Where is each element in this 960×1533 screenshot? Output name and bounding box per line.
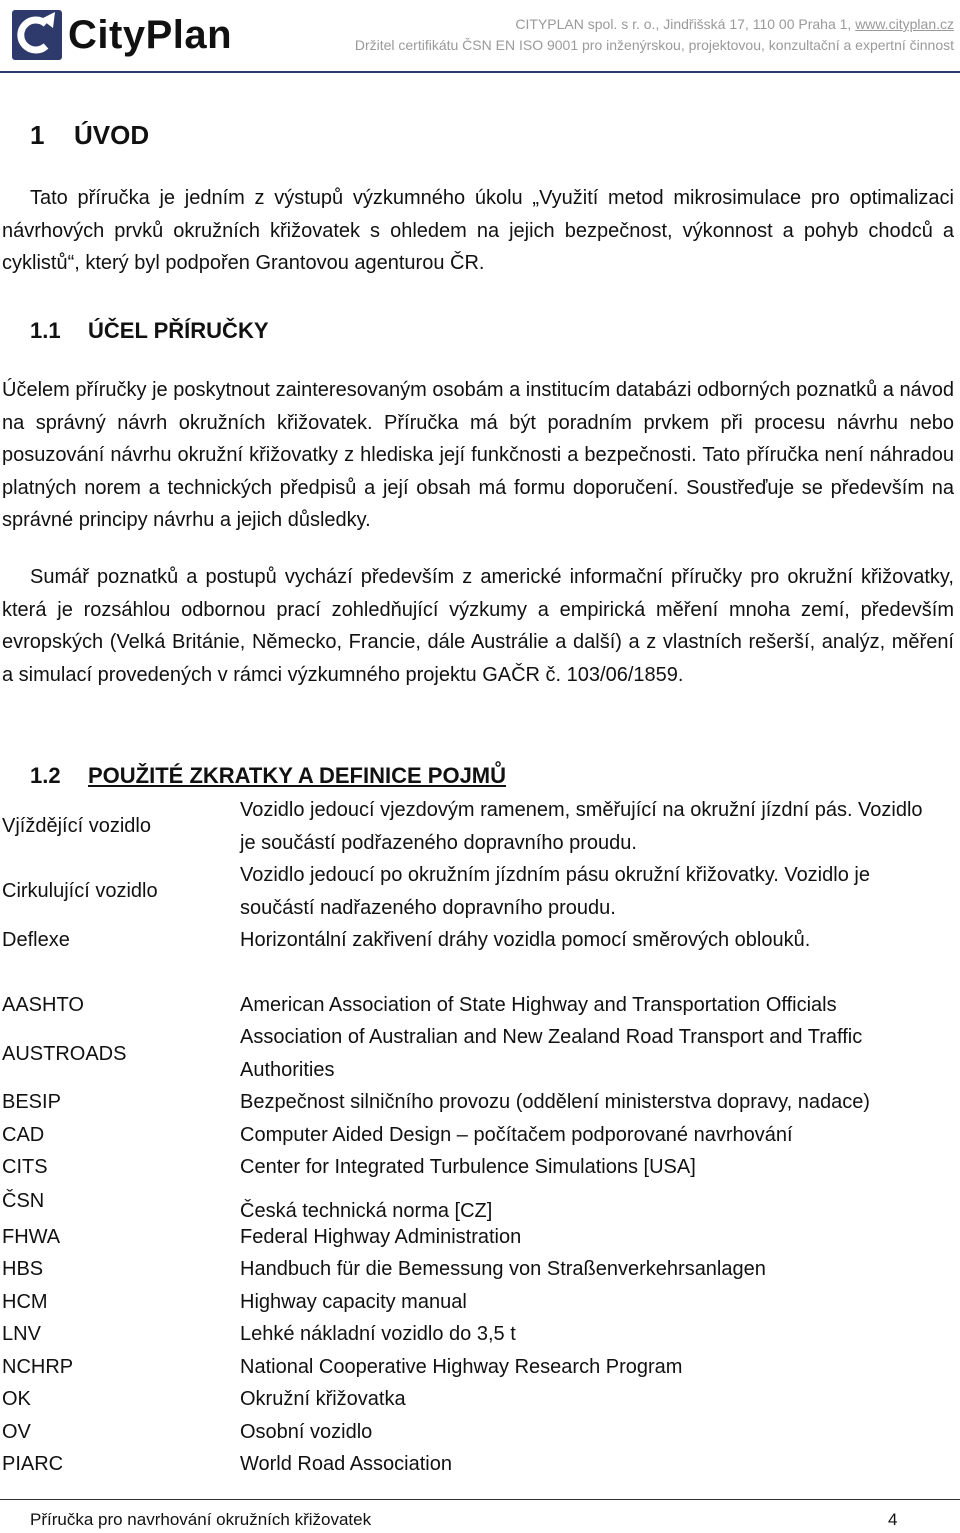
abbreviation-term: OV [2,1421,31,1443]
purpose-paragraph: Účelem příručky je poskytnout zainteresovaným osobám a institucím databázi odborných poznatků a návod na správný návrh okružních křižovatek. Příručka má být poradním prvkem při procesu návrhu nebo posuzování návrhu okružní křižovatky z hlediska její funkčnosti a bezpečnosti. Tato příručka není náhradou platných norem a technických předpisů a její obsah má formu doporučení. Soustřeďuje se především na správné principy návrhu a jejich důsledky. [2,379,954,531]
definition-text: Vozidlo jedoucí po okružním jízdním pásu okružní křižovatky. Vozidlo je součástí nadřazeného dopravního proudu. [240,864,870,919]
abbreviation-term: FHWA [2,1226,61,1248]
header-divider [0,71,960,73]
abbreviation-term: OK [2,1388,31,1410]
logo-text: CityPlan [68,12,233,57]
abbreviation-term: ČSN [2,1190,45,1212]
heading-1-2-number: 1.2 [30,763,61,788]
abbreviation-definition: World Road Association [240,1453,452,1475]
abbreviation-definition: Bezpečnost silničního provozu (oddělení ministerstva dopravy, nadace) [240,1091,870,1113]
abbreviation-term: NCHRP [2,1356,74,1378]
abbreviation-definition: Osobní vozidlo [240,1421,373,1443]
certificate-line: Držitel certifikátu ČSN EN ISO 9001 pro inženýrskou, projektovou, konzultační a expertní činnost [354,37,954,53]
footer-divider [0,1499,960,1500]
company-info [355,14,954,56]
page-header [0,0,960,72]
abbreviation-term: HBS [2,1258,44,1280]
page-number: 4 [888,1510,898,1529]
heading-1 [30,120,149,151]
heading-1-2-title: POUŽITÉ ZKRATKY A DEFINICE POJMŮ [88,763,507,788]
definition-term: Deflexe [2,929,70,951]
heading-1-1-number: 1.1 [30,318,61,343]
abbreviation-term: BESIP [2,1091,61,1113]
abbreviation-term: PIARC [2,1453,64,1475]
heading-1-1 [30,318,269,344]
definition-text: Horizontální zakřivení dráhy vozidla pomocí směrových oblouků. [240,929,811,951]
definition-text: Vozidlo jedoucí vjezdovým ramenem, směřující na okružní jízdní pás. Vozidlo je součástí podřazeného dopravního proudu. [240,799,923,854]
abbreviation-definition: Lehké nákladní vozidlo do 3,5 t [240,1323,516,1345]
abbreviation-term: HCM [2,1291,48,1313]
abbreviation-definition: Česká technická norma [CZ] [240,1200,493,1222]
abbreviation-definition: Okružní křižovatka [240,1388,406,1410]
abbreviation-definition: Center for Integrated Turbulence Simulations [USA] [240,1156,696,1178]
abbreviation-term: CAD [2,1124,45,1146]
abbreviation-definition: Handbuch für die Bemessung von Straßenverkehrsanlagen [240,1258,766,1280]
heading-1-1-title: ÚČEL PŘÍRUČKY [88,318,269,343]
company-website-link[interactable]: www.cityplan.cz [855,16,954,32]
cityplan-logo-icon [12,10,62,60]
abbreviation-definition: Highway capacity manual [240,1291,467,1313]
abbreviation-definition: Association of Australian and New Zealand Road Transport and Traffic Authorities [240,1026,863,1081]
abbreviation-definition: Computer Aided Design – počítačem podporované navrhování [240,1124,793,1146]
company-address: CITYPLAN spol. s r. o., Jindřišská 17, 110 00 Praha 1, www.cityplan.cz [515,16,954,32]
heading-1-number: 1 [30,120,45,150]
abbreviation-term: AASHTO [2,994,84,1016]
summary-paragraph: Sumář poznatků a postupů vychází především z americké informační příručky pro okružní křižovatky, která je rozsáhlou odbornou prací zohledňující výzkumy a empirická měření mnoha zemí, především evropských (Velká Británie, Německo, Francie, dále Austrálie a další) a z vlastních rešerší, analýz, měření a simulací provedených v rámci výzkumného projektu GAČR č. 103/06/1859. [2,566,954,686]
abbreviation-definition: Federal Highway Administration [240,1226,522,1248]
heading-1-title: ÚVOD [74,120,150,150]
abbreviation-definition: American Association of State Highway and Transportation Officials [240,994,837,1016]
abbreviation-term: CITS [2,1156,48,1178]
abbreviation-term: LNV [2,1323,41,1345]
cityplan-logo [12,6,232,64]
footer-title: Příručka pro navrhování okružních křižovatek [30,1510,372,1529]
heading-1-2 [30,763,506,789]
definition-term: Vjíždějící vozidlo [2,815,151,837]
abbreviation-term: AUSTROADS [2,1043,127,1065]
abbreviation-definition: National Cooperative Highway Research Program [240,1356,683,1378]
definition-term: Cirkulující vozidlo [2,880,158,902]
intro-paragraph: Tato příručka je jedním z výstupů výzkumného úkolu „Využití metod mikrosimulace pro optimalizaci návrhových prvků okružních křižovatek s ohledem na jejich bezpečnost, výkonnost a pohyb chodců a cyklistů“, který byl podpořen Grantovou agenturou ČR. [2,187,954,274]
